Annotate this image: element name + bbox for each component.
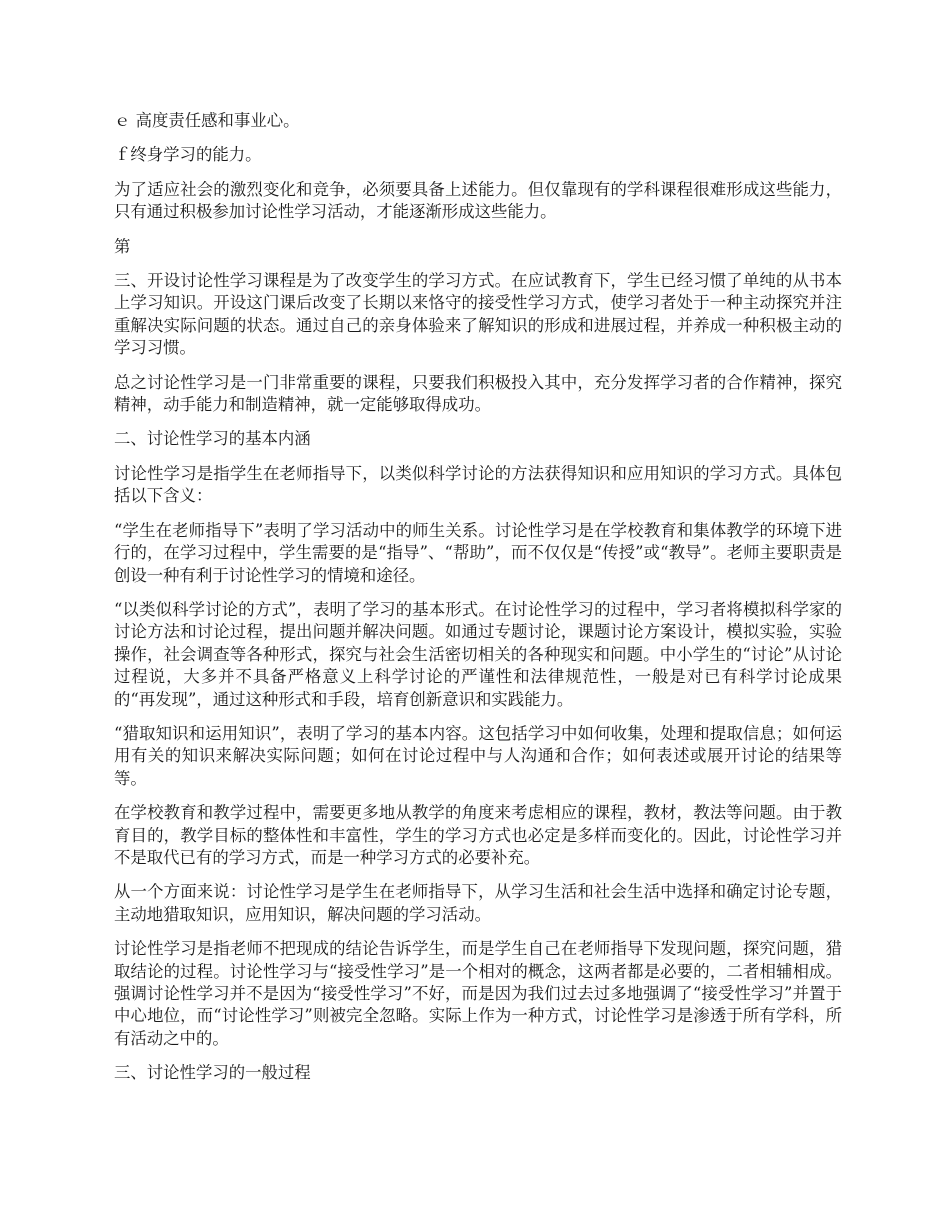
paragraph-item-f: ｆ终身学习的能力。 [114, 145, 262, 165]
paragraph-comparison: 讨论性学习是指老师不把现成的结论告诉学生，而是学生自己在老师指导下发现问题，探究问题，猎取结论的过程。讨论性学习与“接受性学习”是一个相对的概念，这两者都是必要的，二者相辅相成。强调讨论性学习并不是因为“接受性学习”不好，而是因为我们过去过多地强调了“接受性学习”并置于中心地位，而“讨论性学习”则被完全忽略。实际上作为一种方式，讨论性学习是渗透于所有学科，所有活动之中的。 [114, 939, 842, 1048]
document-body [114, 110, 842, 1097]
section-heading-basic-meaning: 二、讨论性学习的基本内涵 [114, 429, 311, 449]
paragraph-definition: 讨论性学习是指学生在老师指导下，以类似科学讨论的方法获得知识和应用知识的学习方式。具体包括以下含义： [114, 463, 842, 506]
paragraph-conclusion: 总之讨论性学习是一门非常重要的课程，只要我们积极投入其中，充分发挥学习者的合作精神，探究精神，动手能力和制造精神，就一定能够取得成功。 [114, 372, 842, 415]
paragraph-research-method: “以类似科学讨论的方式”，表明了学习的基本形式。在讨论性学习的过程中，学习者将模拟科学家的讨论方法和讨论过程，提出问题并解决问题。如通过专题讨论，课题讨论方案设计，模拟实验，实验操作，社会调查等各种形式，探究与社会生活密切相关的各种现实和问题。中小学生的“讨论”从讨论过程说，大多并不具备严格意义上科学讨论的严谨性和法律规范性，一般是对已有科学讨论成果的“再发现”，通过这种形式和手段，培育创新意识和实践能力。 [114, 599, 842, 709]
paragraph-school-education: 在学校教育和教学过程中，需要更多地从教学的角度来考虑相应的课程，教材，教法等问题。由于教育目的，教学目标的整体性和丰富性，学生的学习方式也必定是多样而变化的。因此，讨论性学习并不是取代已有的学习方式，而是一种学习方式的必要补充。 [114, 803, 842, 867]
paragraph-one-aspect: 从一个方面来说：讨论性学习是学生在老师指导下，从学习生活和社会生活中选择和确定讨论专题，主动地猎取知识，应用知识，解决问题的学习活动。 [114, 882, 842, 924]
paragraph-point-three: 三、开设讨论性学习课程是为了改变学生的学习方式。在应试教育下，学生已经习惯了单纯的从书本上学习知识。开设这门课后改变了长期以来恪守的接受性学习方式，使学习者处于一种主动探究并注重解决实际问题的状态。通过自己的亲身体验来了解知识的形成和进展过程，并养成一种积极主动的学习习惯。 [114, 271, 842, 358]
paragraph-item-e: ｅ 高度责任感和事业心。 [114, 111, 300, 130]
paragraph-ability-summary: 为了适应社会的激烈变化和竞争，必须要具备上述能力。但仅靠现有的学科课程很难形成这些能力，只有通过积极参加讨论性学习活动，才能逐渐形成这些能力。 [114, 179, 842, 222]
paragraph-fragment: 第 [114, 236, 131, 256]
paragraph-knowledge-use: “猎取知识和运用知识”，表明了学习的基本内容。这包括学习中如何收集，处理和提取信息；如何运用有关的知识来解决实际问题；如何在讨论过程中与人沟通和合作；如何表述或展开讨论的结果等等。 [114, 723, 842, 788]
section-heading-general-process: 三、讨论性学习的一般过程 [114, 1063, 311, 1083]
paragraph-teacher-guidance: “学生在老师指导下”表明了学习活动中的师生关系。讨论性学习是在学校教育和集体教学的环境下进行的，在学习过程中，学生需要的是“指导”、“帮助”，而不仅仅是“传授”或“教导”。老师主要职责是创设一种有利于讨论性学习的情境和途径。 [114, 520, 842, 585]
